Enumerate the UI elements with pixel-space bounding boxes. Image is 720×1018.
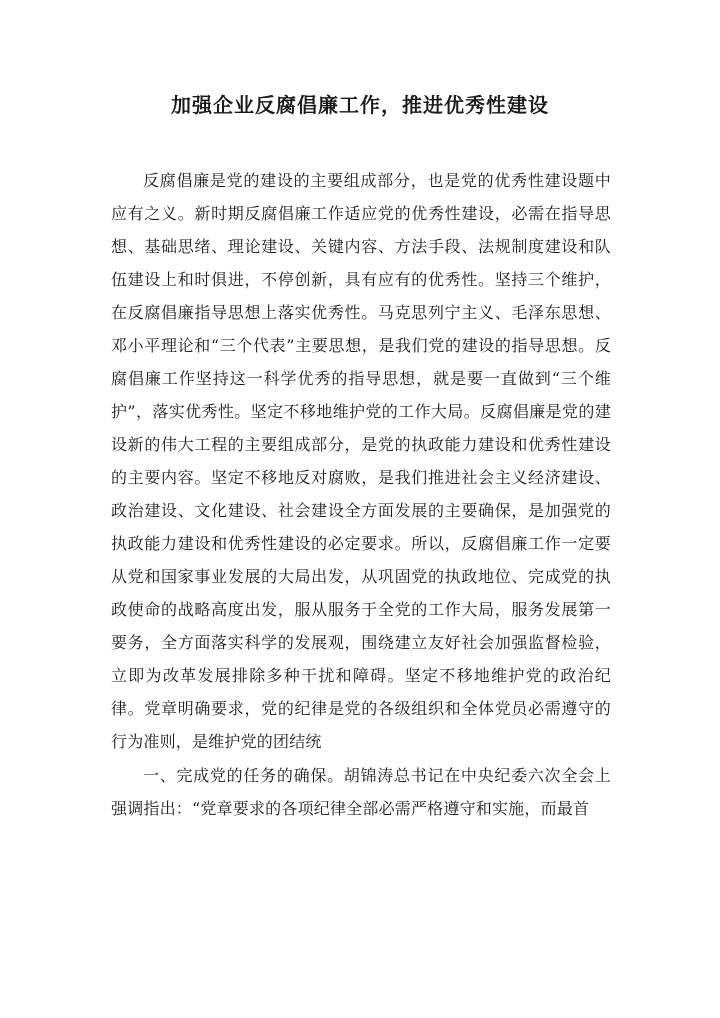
paragraph: 反腐倡廉是党的建设的主要组成部分，也是党的优秀性建设题中应有之义。新时期反腐倡廉工作适应党的优秀性建设，必需在指导思想、基础思绪、理论建设、关键内容、方法手段、法规制度建设和队伍建设上和时俱进，不停创新，具有应有的优秀性。坚持三个维护，在反腐倡廉指导思想上落实优秀性。马克思列宁主义、毛泽东思想、邓小平理论和“三个代表”主要思想，是我们党的建设的指导思想。反腐倡廉工作坚持这一科学优秀的指导思想，就是要一直做到“三个维护”，落实优秀性。坚定不移地维护党的工作大局。反腐倡廉是党的建设新的伟大工程的主要组成部分，是党的执政能力建设和优秀性建设的主要内容。坚定不移地反对腐败，是我们推进社会主义经济建设、政治建设、文化建设、社会建设全方面发展的主要确保，是加强党的执政能力建设和优秀性建设的必定要求。所以，反腐倡廉工作一定要从党和国家事业发展的大局出发，从巩固党的执政地位、完成党的执政使命的战略高度出发，服从服务于全党的工作大局，服务发展第一要务，全方面落实科学的发展观，围绕建立友好社会加强监督检验，立即为改革发展排除多种干扰和障碍。坚定不移地维护党的政治纪律。党章明确要求，党的纪律是党的各级组织和全体党员必需遵守的行为准则，是维护党的团结统 [111, 171, 611, 751]
paragraph: 一、完成党的任务的确保。胡锦涛总书记在中央纪委六次全会上强调指出：“党章要求的各项纪律全部必需严格遵守和实施，而最首 [111, 766, 611, 818]
document-title: 加强企业反腐倡廉工作，推进优秀性建设 [171, 93, 549, 117]
document-body [111, 164, 611, 825]
